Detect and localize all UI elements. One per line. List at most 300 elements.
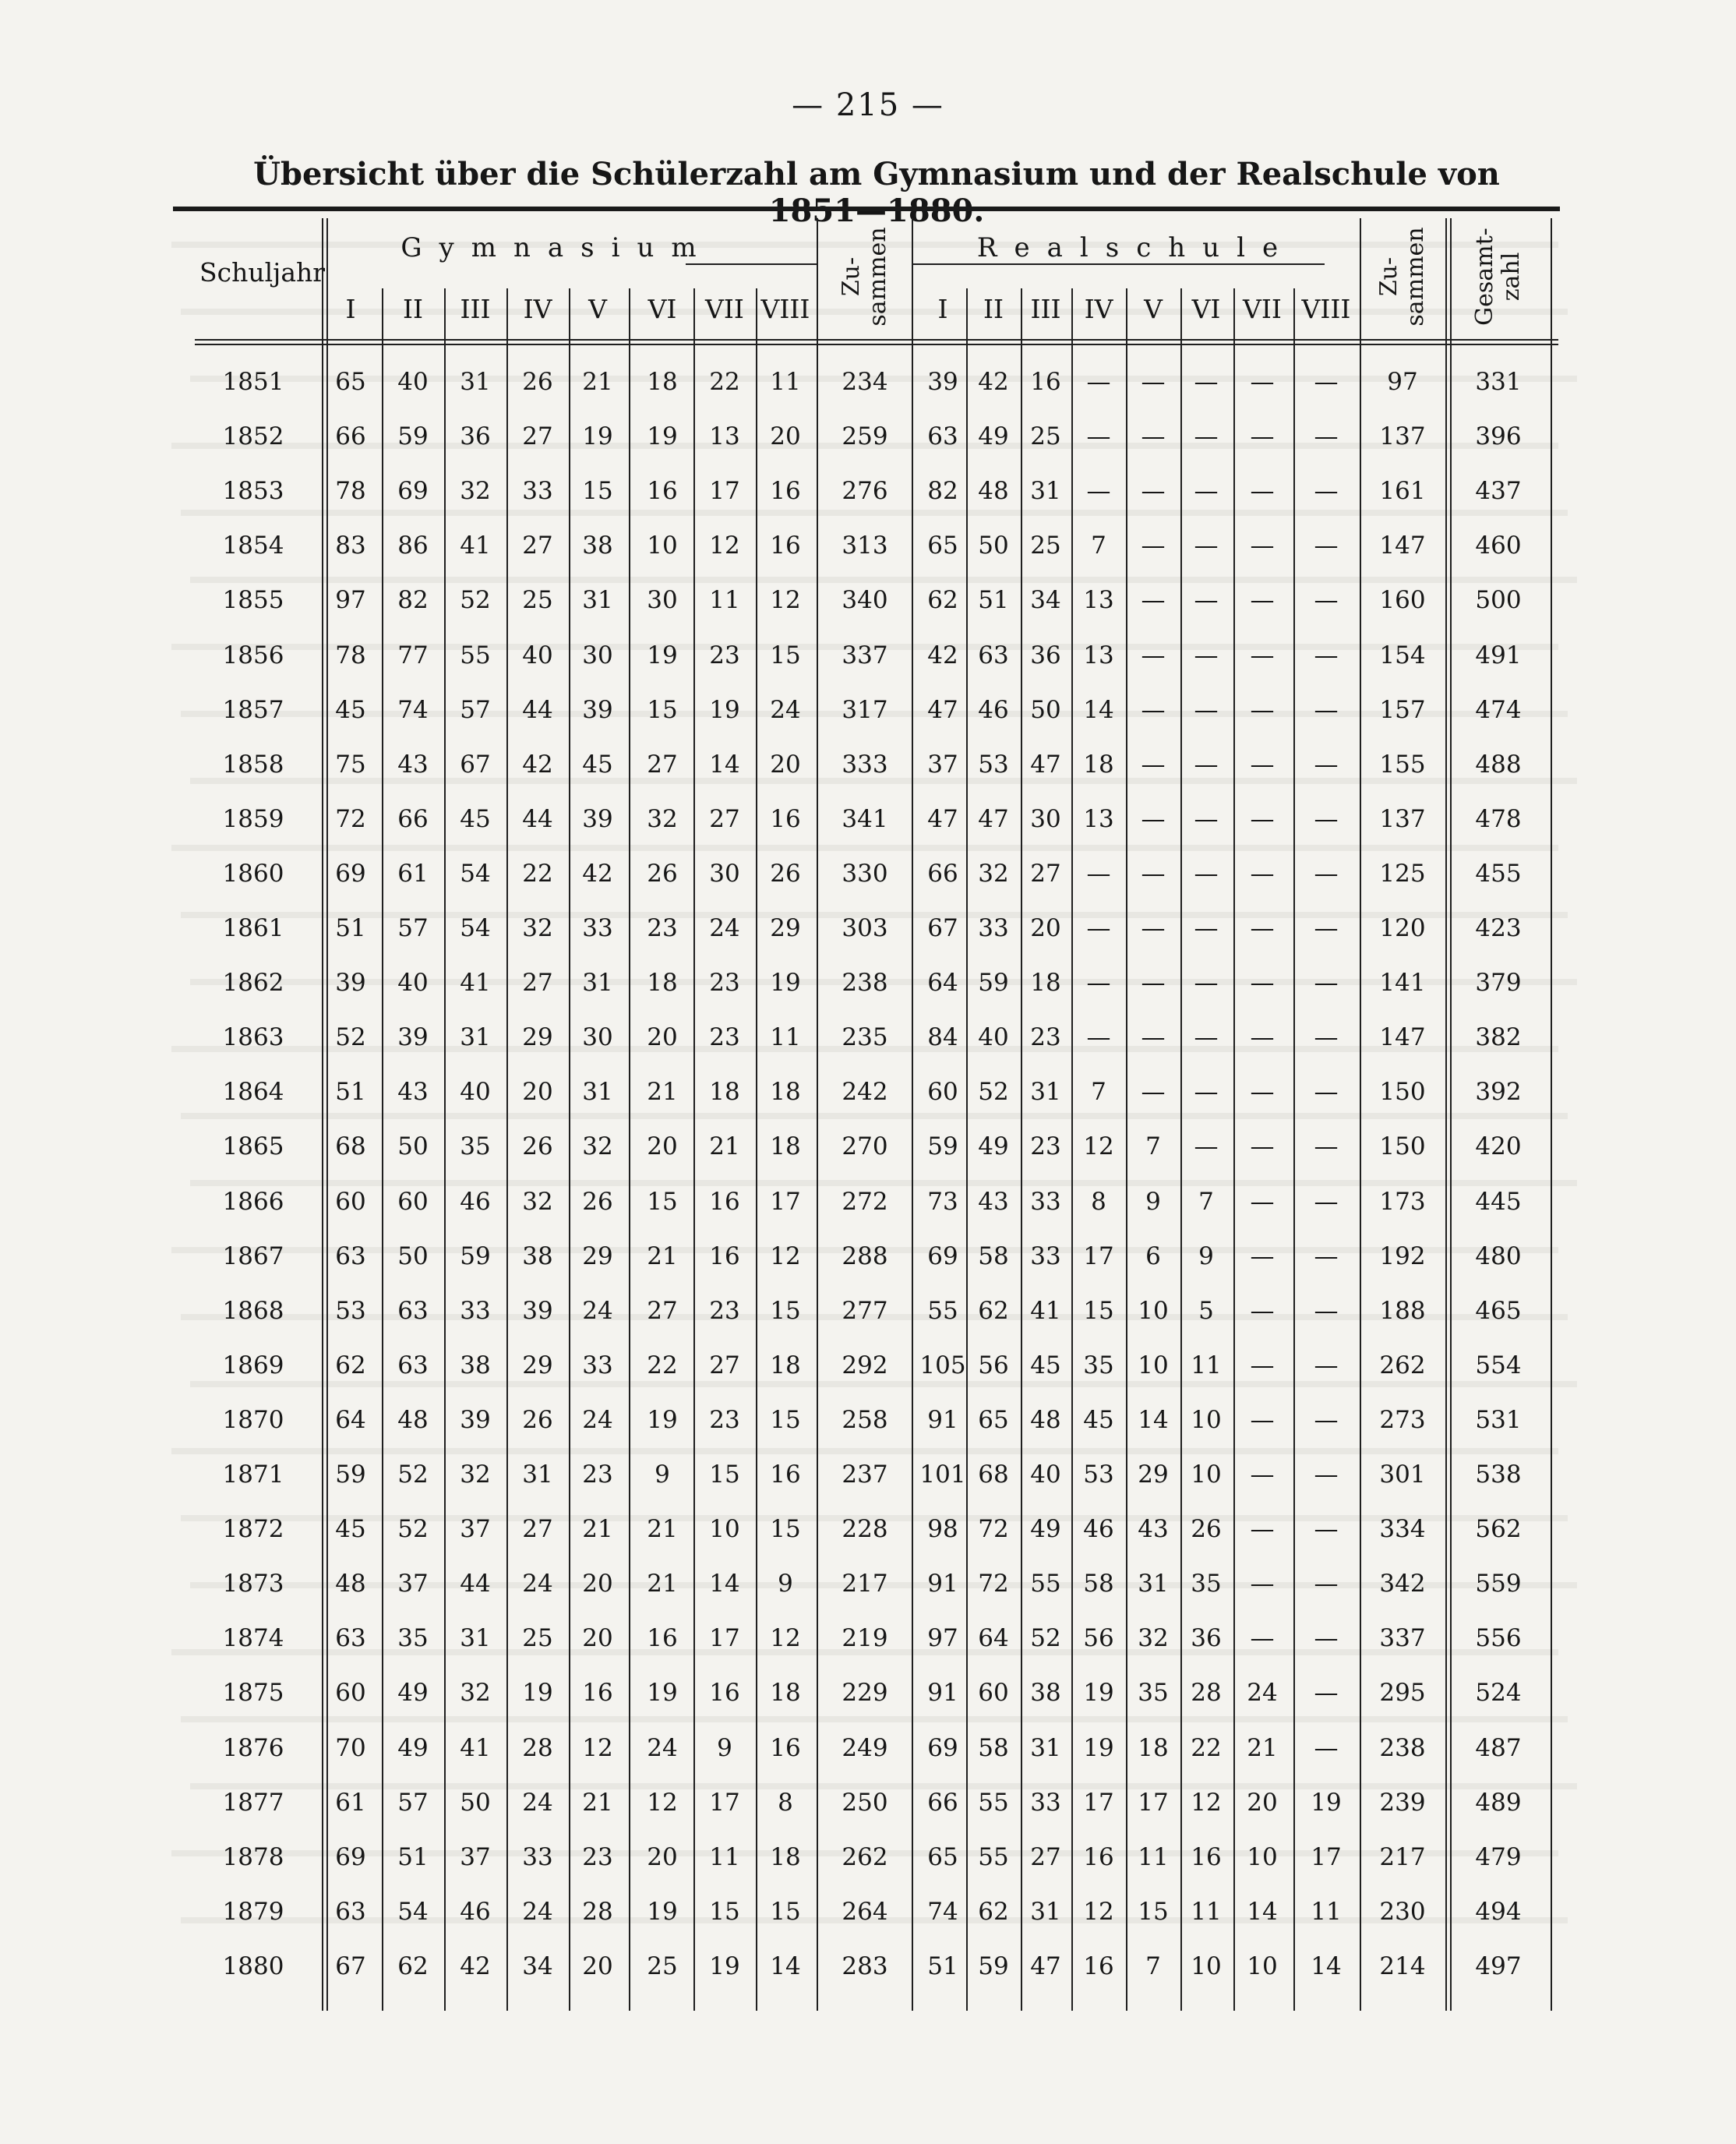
real-cell-I: 66 — [927, 859, 958, 888]
real-cell-II: 52 — [978, 1078, 1009, 1107]
gym-cell-III: 44 — [460, 1570, 491, 1598]
real-cell-IV: — — [1086, 1023, 1111, 1052]
gym-cell-VII: 16 — [709, 1187, 740, 1216]
gym-total-cell: 340 — [842, 586, 888, 615]
real-cell-II: 59 — [978, 1951, 1009, 1980]
gym-cell-V: 39 — [582, 804, 613, 833]
gym-cell-III: 35 — [460, 1132, 491, 1161]
gym-cell-I: 75 — [335, 750, 366, 779]
gym-cell-VI: 21 — [647, 1570, 678, 1598]
real-cell-IV: — — [1086, 422, 1111, 451]
real-cell-VII: — — [1250, 1132, 1275, 1161]
real-cell-I: 105 — [919, 1351, 966, 1379]
real-cell-VI: — — [1194, 1132, 1219, 1161]
gym-cell-VI: 21 — [647, 1242, 678, 1270]
real-cell-V: 31 — [1138, 1570, 1169, 1598]
gym-cell-VII: 17 — [709, 1788, 740, 1817]
gym-cell-V: 33 — [582, 1351, 613, 1379]
gym-total-cell: 292 — [842, 1351, 888, 1379]
real-total-cell: 262 — [1379, 1351, 1426, 1379]
gym-cell-III: 57 — [460, 695, 491, 724]
year-cell: 1860 — [222, 859, 284, 888]
gym-total-cell: 313 — [842, 532, 888, 560]
gym-cell-VI: 23 — [647, 914, 678, 942]
gym-cell-II: 57 — [397, 1788, 429, 1817]
grand-total-cell: 465 — [1475, 1296, 1522, 1325]
year-cell: 1869 — [222, 1351, 284, 1379]
real-cell-VIII: — — [1314, 1023, 1339, 1052]
table-row — [0, 464, 1736, 518]
real-cell-VII: 10 — [1247, 1951, 1278, 1980]
gym-cell-I: 66 — [335, 422, 366, 451]
real-total-cell: 155 — [1379, 750, 1426, 779]
gym-cell-II: 63 — [397, 1296, 429, 1325]
gym-cell-VII: 14 — [709, 750, 740, 779]
gym-cell-VII: 23 — [709, 969, 740, 998]
year-cell: 1853 — [222, 477, 284, 506]
gym-cell-V: 24 — [582, 1296, 613, 1325]
gym-cell-III: 55 — [460, 641, 491, 669]
real-cell-VIII: 17 — [1311, 1842, 1342, 1871]
real-cell-I: 66 — [927, 1788, 958, 1817]
real-cell-V: 29 — [1138, 1461, 1169, 1489]
gym-cell-IV: 27 — [522, 422, 553, 451]
grand-total-cell: 554 — [1475, 1351, 1522, 1379]
real-cell-IV: 16 — [1083, 1951, 1114, 1980]
real-total-cell: 147 — [1379, 1023, 1426, 1052]
real-total-cell: 273 — [1379, 1405, 1426, 1434]
grand-total-cell: 479 — [1475, 1842, 1522, 1871]
gym-cell-II: 39 — [397, 1023, 429, 1052]
real-zusammen-header-line-2: sammen — [1402, 227, 1429, 327]
real-cell-VIII: — — [1314, 1679, 1339, 1708]
gym-class-VI: VI — [647, 294, 677, 324]
real-cell-II: 55 — [978, 1842, 1009, 1871]
table-row — [0, 1939, 1736, 1994]
real-cell-III: 23 — [1030, 1023, 1061, 1052]
real-cell-I: 51 — [927, 1951, 958, 1980]
gym-cell-VI: 22 — [647, 1351, 678, 1379]
gym-cell-III: 46 — [460, 1187, 491, 1216]
table-row — [0, 1884, 1736, 1939]
real-cell-V: 7 — [1145, 1132, 1161, 1161]
real-cell-VII: 21 — [1247, 1733, 1278, 1762]
real-cell-VIII: — — [1314, 586, 1339, 615]
real-cell-VII: 20 — [1247, 1788, 1278, 1817]
gym-cell-V: 31 — [582, 586, 613, 615]
year-cell: 1875 — [222, 1679, 284, 1708]
real-cell-VIII: 11 — [1311, 1897, 1342, 1926]
gym-cell-V: 16 — [582, 1679, 613, 1708]
real-cell-VI: 26 — [1191, 1515, 1222, 1544]
table-row — [0, 409, 1736, 464]
real-cell-I: 101 — [919, 1461, 966, 1489]
gym-cell-IV: 33 — [522, 477, 553, 506]
gym-cell-II: 40 — [397, 368, 429, 396]
gym-total-cell: 317 — [842, 695, 888, 724]
real-cell-I: 69 — [927, 1733, 958, 1762]
real-cell-VII: — — [1250, 1187, 1275, 1216]
real-cell-VII: — — [1250, 368, 1275, 396]
gym-total-cell: 341 — [842, 804, 888, 833]
real-cell-I: 47 — [927, 804, 958, 833]
real-cell-III: 41 — [1030, 1296, 1061, 1325]
table-row — [0, 1447, 1736, 1502]
grand-total-cell: 392 — [1475, 1078, 1522, 1107]
real-cell-VIII: — — [1314, 641, 1339, 669]
gym-cell-V: 30 — [582, 641, 613, 669]
real-cell-VIII: — — [1314, 1296, 1339, 1325]
real-cell-IV: 19 — [1083, 1679, 1114, 1708]
real-total-cell: 160 — [1379, 586, 1426, 615]
gym-cell-I: 64 — [335, 1405, 366, 1434]
real-cell-III: 31 — [1030, 1078, 1061, 1107]
real-cell-VIII: — — [1314, 1624, 1339, 1653]
real-cell-II: 60 — [978, 1679, 1009, 1708]
gym-cell-V: 20 — [582, 1624, 613, 1653]
real-cell-VII: — — [1250, 804, 1275, 833]
real-cell-VIII: — — [1314, 1570, 1339, 1598]
gym-cell-VI: 15 — [647, 1187, 678, 1216]
gym-cell-VIII: 15 — [770, 1405, 801, 1434]
year-cell: 1877 — [222, 1788, 284, 1817]
real-cell-VI: — — [1194, 969, 1219, 998]
gym-cell-III: 52 — [460, 586, 491, 615]
gym-total-cell: 330 — [842, 859, 888, 888]
real-cell-VI: — — [1194, 859, 1219, 888]
real-cell-II: 58 — [978, 1733, 1009, 1762]
real-cell-IV: 14 — [1083, 695, 1114, 724]
real-cell-II: 40 — [978, 1023, 1009, 1052]
gym-cell-IV: 34 — [522, 1951, 553, 1980]
gym-cell-VII: 27 — [709, 804, 740, 833]
gym-cell-VIII: 20 — [770, 750, 801, 779]
gym-cell-VI: 9 — [655, 1461, 670, 1489]
real-cell-V: — — [1141, 1078, 1166, 1107]
gym-cell-VIII: 19 — [770, 969, 801, 998]
year-cell: 1852 — [222, 422, 284, 451]
gym-cell-IV: 25 — [522, 1624, 553, 1653]
gym-cell-II: 49 — [397, 1679, 429, 1708]
gym-total-cell: 262 — [842, 1842, 888, 1871]
gym-cell-VIII: 9 — [778, 1570, 793, 1598]
gym-cell-VI: 19 — [647, 422, 678, 451]
gym-cell-II: 43 — [397, 1078, 429, 1107]
gym-total-cell: 249 — [842, 1733, 888, 1762]
gym-cell-VI: 12 — [647, 1788, 678, 1817]
real-total-cell: 154 — [1379, 641, 1426, 669]
table-row — [0, 1229, 1736, 1284]
gym-cell-I: 63 — [335, 1242, 366, 1270]
real-class-II: II — [983, 294, 1004, 324]
real-cell-V: — — [1141, 695, 1166, 724]
gym-cell-VII: 11 — [709, 1842, 740, 1871]
real-total-cell: 150 — [1379, 1132, 1426, 1161]
real-cell-V: 7 — [1145, 1951, 1161, 1980]
gym-cell-IV: 32 — [522, 914, 553, 942]
real-cell-VII: — — [1250, 1296, 1275, 1325]
real-cell-VIII: — — [1314, 1461, 1339, 1489]
real-cell-I: 65 — [927, 532, 958, 560]
gym-cell-VIII: 15 — [770, 1515, 801, 1544]
gym-total-cell: 228 — [842, 1515, 888, 1544]
real-cell-VII: — — [1250, 1242, 1275, 1270]
real-cell-I: 91 — [927, 1405, 958, 1434]
gym-cell-V: 24 — [582, 1405, 613, 1434]
gym-total-cell: 333 — [842, 750, 888, 779]
grand-total-cell: 538 — [1475, 1461, 1522, 1489]
real-cell-II: 62 — [978, 1296, 1009, 1325]
gym-cell-VI: 10 — [647, 532, 678, 560]
real-cell-VI: — — [1194, 750, 1219, 779]
gym-total-cell: 217 — [842, 1570, 888, 1598]
real-cell-VII: — — [1250, 914, 1275, 942]
gym-cell-II: 74 — [397, 695, 429, 724]
real-total-cell: 188 — [1379, 1296, 1426, 1325]
real-cell-V: — — [1141, 422, 1166, 451]
gym-cell-VIII: 20 — [770, 422, 801, 451]
real-cell-VII: 14 — [1247, 1897, 1278, 1926]
gym-cell-VI: 24 — [647, 1733, 678, 1762]
gym-cell-III: 33 — [460, 1296, 491, 1325]
gym-cell-III: 36 — [460, 422, 491, 451]
gym-cell-II: 77 — [397, 641, 429, 669]
real-cell-VIII: — — [1314, 422, 1339, 451]
real-cell-IV: 46 — [1083, 1515, 1114, 1544]
gym-cell-VII: 10 — [709, 1515, 740, 1544]
real-cell-III: 47 — [1030, 1951, 1061, 1980]
real-cell-VI: 22 — [1191, 1733, 1222, 1762]
real-total-cell: 238 — [1379, 1733, 1426, 1762]
gym-cell-V: 20 — [582, 1951, 613, 1980]
gym-cell-II: 52 — [397, 1461, 429, 1489]
real-total-cell: 230 — [1379, 1897, 1426, 1926]
table-row — [0, 1502, 1736, 1556]
real-cell-III: 31 — [1030, 477, 1061, 506]
real-cell-VI: 10 — [1191, 1951, 1222, 1980]
grand-total-cell: 488 — [1475, 750, 1522, 779]
gym-cell-IV: 33 — [522, 1842, 553, 1871]
gym-cell-IV: 27 — [522, 532, 553, 560]
real-cell-I: 67 — [927, 914, 958, 942]
real-cell-VI: 12 — [1191, 1788, 1222, 1817]
gym-cell-IV: 39 — [522, 1296, 553, 1325]
gym-cell-II: 86 — [397, 532, 429, 560]
gym-cell-VI: 19 — [647, 641, 678, 669]
table-row — [0, 955, 1736, 1010]
real-cell-III: 55 — [1030, 1570, 1061, 1598]
gym-cell-II: 50 — [397, 1132, 429, 1161]
gym-cell-VIII: 18 — [770, 1351, 801, 1379]
gym-cell-VI: 18 — [647, 368, 678, 396]
grand-total-cell: 474 — [1475, 695, 1522, 724]
gym-group-rule — [686, 263, 817, 265]
real-total-cell: 97 — [1387, 368, 1418, 396]
real-cell-I: 91 — [927, 1679, 958, 1708]
gym-cell-VI: 20 — [647, 1842, 678, 1871]
gym-cell-I: 68 — [335, 1132, 366, 1161]
real-total-cell: 334 — [1379, 1515, 1426, 1544]
real-cell-VIII: 19 — [1311, 1788, 1342, 1817]
real-cell-II: 58 — [978, 1242, 1009, 1270]
grand-total-cell: 420 — [1475, 1132, 1522, 1161]
gym-cell-V: 28 — [582, 1897, 613, 1926]
gym-cell-VII: 12 — [709, 532, 740, 560]
grand-total-cell: 382 — [1475, 1023, 1522, 1052]
gym-cell-III: 32 — [460, 477, 491, 506]
real-cell-VIII: — — [1314, 1242, 1339, 1270]
table-row — [0, 1393, 1736, 1447]
gym-cell-VII: 16 — [709, 1679, 740, 1708]
real-cell-V: 18 — [1138, 1733, 1169, 1762]
real-cell-II: 48 — [978, 477, 1009, 506]
gym-total-cell: 250 — [842, 1788, 888, 1817]
year-cell: 1878 — [222, 1842, 284, 1871]
real-cell-IV: — — [1086, 969, 1111, 998]
real-cell-I: 42 — [927, 641, 958, 669]
gym-cell-IV: 31 — [522, 1461, 553, 1489]
year-cell: 1864 — [222, 1078, 284, 1107]
real-total-cell: 120 — [1379, 914, 1426, 942]
gym-cell-VI: 15 — [647, 695, 678, 724]
gym-cell-V: 31 — [582, 1078, 613, 1107]
real-cell-III: 38 — [1030, 1679, 1061, 1708]
real-cell-III: 18 — [1030, 969, 1061, 998]
gym-total-cell: 259 — [842, 422, 888, 451]
realschule-header: Realschule — [976, 232, 1296, 263]
real-cell-III: 33 — [1030, 1242, 1061, 1270]
gym-cell-VII: 23 — [709, 1296, 740, 1325]
real-cell-III: 30 — [1030, 804, 1061, 833]
grand-total-cell: 480 — [1475, 1242, 1522, 1270]
gym-cell-VI: 18 — [647, 969, 678, 998]
grand-total-cell: 487 — [1475, 1733, 1522, 1762]
real-cell-VIII: — — [1314, 1405, 1339, 1434]
real-cell-V: — — [1141, 804, 1166, 833]
real-cell-IV: 19 — [1083, 1733, 1114, 1762]
gym-cell-VI: 30 — [647, 586, 678, 615]
gym-cell-IV: 28 — [522, 1733, 553, 1762]
gym-cell-I: 39 — [335, 969, 366, 998]
real-cell-I: 98 — [927, 1515, 958, 1544]
real-cell-I: 65 — [927, 1842, 958, 1871]
real-cell-IV: — — [1086, 914, 1111, 942]
gym-cell-V: 23 — [582, 1461, 613, 1489]
real-cell-VII: — — [1250, 1351, 1275, 1379]
year-cell: 1865 — [222, 1132, 284, 1161]
gym-cell-VI: 19 — [647, 1897, 678, 1926]
table-row — [0, 792, 1736, 846]
table-row — [0, 1010, 1736, 1065]
real-cell-VII: — — [1250, 641, 1275, 669]
gym-cell-II: 51 — [397, 1842, 429, 1871]
year-cell: 1879 — [222, 1897, 284, 1926]
real-class-VI: VI — [1191, 294, 1221, 324]
real-cell-II: 59 — [978, 969, 1009, 998]
gym-cell-IV: 27 — [522, 969, 553, 998]
real-cell-IV: 13 — [1083, 641, 1114, 669]
gym-cell-VI: 20 — [647, 1132, 678, 1161]
real-cell-II: 47 — [978, 804, 1009, 833]
real-class-IV: IV — [1084, 294, 1113, 324]
real-cell-VIII: — — [1314, 1733, 1339, 1762]
real-cell-V: — — [1141, 477, 1166, 506]
real-cell-VI: — — [1194, 641, 1219, 669]
table-row — [0, 737, 1736, 792]
grand-total-cell: 460 — [1475, 532, 1522, 560]
real-cell-VIII: — — [1314, 804, 1339, 833]
gym-cell-VIII: 15 — [770, 1296, 801, 1325]
gym-cell-II: 59 — [397, 422, 429, 451]
real-cell-I: 91 — [927, 1570, 958, 1598]
real-cell-IV: 12 — [1083, 1897, 1114, 1926]
real-cell-V: 11 — [1138, 1842, 1169, 1871]
real-cell-III: 50 — [1030, 695, 1061, 724]
real-cell-I: 63 — [927, 422, 958, 451]
gym-class-IV: IV — [523, 294, 552, 324]
real-cell-VI: — — [1194, 586, 1219, 615]
real-cell-IV: 13 — [1083, 586, 1114, 615]
grand-total-cell: 556 — [1475, 1624, 1522, 1653]
real-cell-VII: — — [1250, 532, 1275, 560]
gym-cell-VII: 11 — [709, 586, 740, 615]
year-cell: 1880 — [222, 1951, 284, 1980]
table-row — [0, 1775, 1736, 1830]
real-cell-V: — — [1141, 859, 1166, 888]
gym-cell-VII: 21 — [709, 1132, 740, 1161]
gym-total-cell: 283 — [842, 1951, 888, 1980]
real-cell-VI: — — [1194, 532, 1219, 560]
gym-cell-VII: 15 — [709, 1897, 740, 1926]
gym-cell-I: 63 — [335, 1624, 366, 1653]
year-cell: 1851 — [222, 368, 284, 396]
gym-total-cell: 234 — [842, 368, 888, 396]
real-cell-I: 84 — [927, 1023, 958, 1052]
gym-cell-III: 37 — [460, 1842, 491, 1871]
gym-total-cell: 288 — [842, 1242, 888, 1270]
real-cell-IV: — — [1086, 368, 1111, 396]
gym-cell-VI: 27 — [647, 750, 678, 779]
real-cell-IV: 17 — [1083, 1242, 1114, 1270]
real-total-cell: 214 — [1379, 1951, 1426, 1980]
gym-total-cell: 229 — [842, 1679, 888, 1708]
gym-cell-V: 21 — [582, 368, 613, 396]
grand-total-cell: 491 — [1475, 641, 1522, 669]
gym-cell-II: 49 — [397, 1733, 429, 1762]
real-cell-VII: — — [1250, 1570, 1275, 1598]
real-cell-V: — — [1141, 586, 1166, 615]
gym-cell-I: 72 — [335, 804, 366, 833]
gym-cell-VIII: 8 — [778, 1788, 793, 1817]
real-cell-V: 10 — [1138, 1351, 1169, 1379]
real-cell-VIII: — — [1314, 532, 1339, 560]
gym-cell-VI: 19 — [647, 1679, 678, 1708]
grand-total-cell: 396 — [1475, 422, 1522, 451]
gym-cell-III: 40 — [460, 1078, 491, 1107]
gesamtzahl-header — [1472, 228, 1525, 326]
real-cell-III: 40 — [1030, 1461, 1061, 1489]
gym-zusammen-header — [838, 227, 891, 326]
gym-cell-VII: 19 — [709, 695, 740, 724]
real-cell-II: 51 — [978, 586, 1009, 615]
gym-cell-IV: 42 — [522, 750, 553, 779]
grand-total-cell: 489 — [1475, 1788, 1522, 1817]
table-row — [0, 1174, 1736, 1229]
gym-cell-VII: 30 — [709, 859, 740, 888]
gym-cell-VIII: 18 — [770, 1078, 801, 1107]
real-cell-VIII: — — [1314, 750, 1339, 779]
real-cell-III: 25 — [1030, 532, 1061, 560]
